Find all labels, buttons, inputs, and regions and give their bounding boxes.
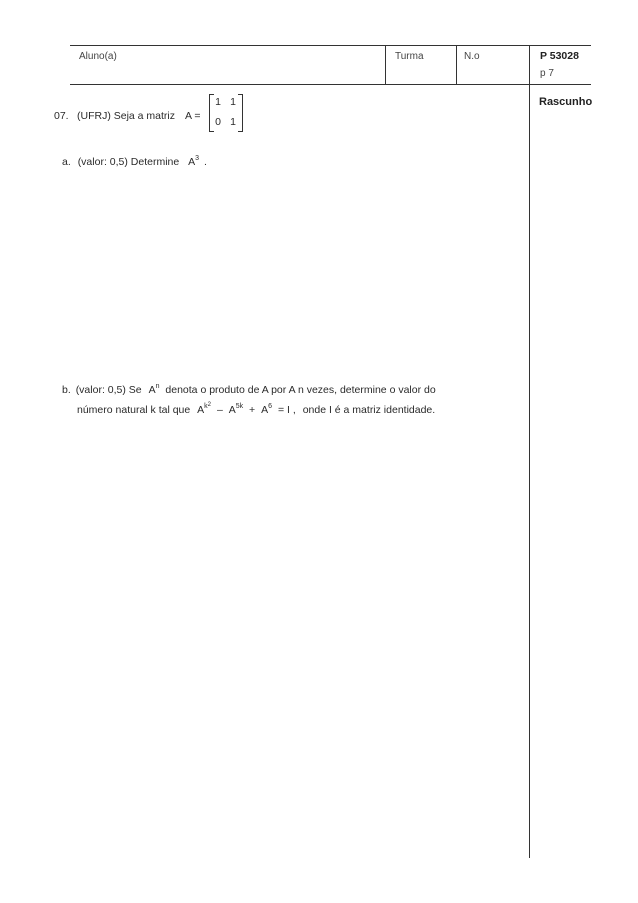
part-b-an-base: A bbox=[148, 384, 156, 396]
part-a-expr-base: A bbox=[188, 156, 196, 168]
matrix-name: A = bbox=[185, 110, 201, 122]
number-label: N.o bbox=[464, 51, 480, 62]
matrix-cell: 1 bbox=[230, 96, 236, 108]
term1-exponent-power: 2 bbox=[207, 402, 212, 408]
term3-base: A bbox=[261, 404, 269, 416]
part-a bbox=[62, 156, 207, 168]
exam-code: P 53028 bbox=[540, 50, 579, 62]
part-a-label: a. bbox=[62, 156, 71, 168]
matrix-cell: 1 bbox=[230, 116, 236, 128]
class-label: Turma bbox=[395, 51, 424, 62]
draft-column-divider bbox=[529, 85, 530, 858]
header-bottom-rule bbox=[70, 84, 591, 85]
term3-exponent: 6 bbox=[268, 403, 273, 410]
header-divider-code bbox=[529, 45, 530, 85]
part-b-line2-start: número natural k tal que bbox=[77, 404, 191, 416]
part-a-expr-end: . bbox=[204, 156, 207, 168]
page-number: p 7 bbox=[540, 68, 554, 79]
matrix-cell: 1 bbox=[215, 96, 221, 108]
part-b-line1-start: (valor: 0,5) Se bbox=[75, 384, 142, 396]
question-intro: (UFRJ) Seja a matriz bbox=[77, 110, 176, 122]
operator-minus: – bbox=[216, 404, 223, 416]
matrix-right-bracket bbox=[238, 94, 243, 132]
part-b-an-exponent: n bbox=[155, 383, 160, 390]
term2-exponent: 5k bbox=[235, 403, 244, 410]
header-divider-number bbox=[456, 45, 457, 85]
header-top-rule bbox=[70, 45, 591, 46]
part-a-text: (valor: 0,5) Determine bbox=[77, 156, 180, 168]
part-b-line1-end: denota o produto de A por A n vezes, determine o valor do bbox=[165, 384, 436, 396]
term1-base: A bbox=[197, 404, 205, 416]
matrix-cell: 0 bbox=[215, 116, 221, 128]
equation-equals: = I , bbox=[277, 404, 296, 416]
term2-base: A bbox=[228, 404, 236, 416]
header-divider-class bbox=[385, 45, 386, 85]
question-number: 07. bbox=[54, 110, 69, 122]
part-b-line2-end: onde I é a matriz identidade. bbox=[302, 404, 436, 416]
draft-label: Rascunho bbox=[539, 96, 593, 108]
part-b-label: b. bbox=[62, 384, 71, 396]
part-a-expr-exponent: 3 bbox=[195, 155, 200, 162]
student-label: Aluno(a) bbox=[79, 51, 117, 62]
part-b-line-1 bbox=[62, 384, 436, 396]
part-b-line-2 bbox=[77, 404, 435, 416]
term1-exponent: k bbox=[204, 403, 208, 410]
operator-plus: + bbox=[249, 404, 256, 416]
